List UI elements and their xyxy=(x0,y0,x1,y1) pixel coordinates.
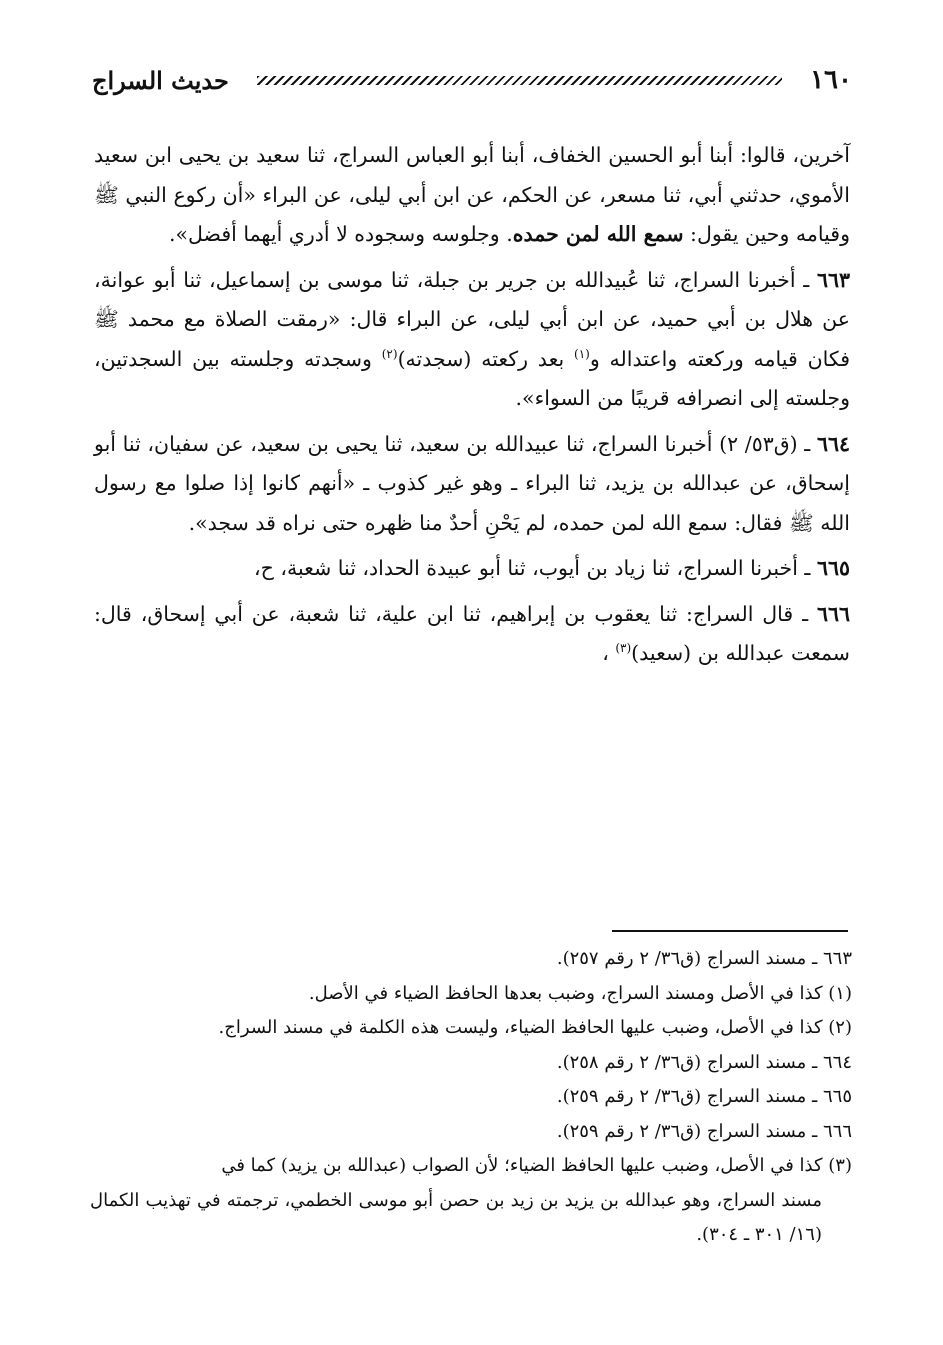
hadith-663 xyxy=(94,261,850,419)
footnote: ٦٦٣ ـ مسند السراج (ق٣٦/ ٢ رقم ٢٥٧). xyxy=(556,948,852,969)
footnotes xyxy=(90,942,852,1253)
footnote-ref: (٣) xyxy=(615,641,632,656)
paragraph-continuation xyxy=(94,136,850,255)
hadith-number: ٦٦٣ xyxy=(816,267,850,292)
paragraph-text: وسجدته وجلسته بين السجدتين، وجلسته إلى انصرافه قريبًا من السواء». xyxy=(94,346,850,410)
paragraph-text: ـ (ق٥٣/ ٢) أخبرنا السراج، ثنا عبيدالله بن سعيد، ثنا يحيى بن سعيد، عن سفيان، ثنا أبو إسحاق، عن عبدالله بن يزيد، ثنا البراء ـ وهو غير كذوب ـ «أنهم كانوا إذا صلوا مع رسول الله ﷺ فقال: سمع الله لمن حمده، لم يَحْنِ أحدٌ منا ظهره حتى نراه قد سجد». xyxy=(94,431,850,535)
footnote: ٦٦٥ ـ مسند السراج (ق٣٦/ ٢ رقم ٢٥٩). xyxy=(556,1086,852,1107)
footnote: (٣) كذا في الأصل، وضبب عليها الحافظ الضياء؛ لأن الصواب (عبدالله بن يزيد) كما في xyxy=(221,1155,852,1176)
paragraph-text: ، xyxy=(602,641,616,665)
bold-phrase: سمع الله لمن حمده xyxy=(512,222,684,246)
footnote: (٢) كذا في الأصل، وضبب عليها الحافظ الضياء، وليست هذه الكلمة في مسند السراج. xyxy=(218,1017,852,1038)
running-title: حديث السراج xyxy=(92,65,229,95)
page-header xyxy=(92,60,852,100)
paragraph-text: ـ قال السراج: ثنا يعقوب بن إبراهيم، ثنا ابن علية، ثنا شعبة، عن أبي إسحاق، قال: سمعت عبدالله بن (سعيد) xyxy=(94,601,850,665)
hadith-number: ٦٦٤ xyxy=(816,431,850,456)
footnote: (١) كذا في الأصل ومسند السراج، وضبب بعدها الحافظ الضياء في الأصل. xyxy=(308,982,852,1004)
paragraph-text: آخرين، قالوا: أبنا أبو الحسين الخفاف، أبنا أبو العباس السراج، ثنا سعيد بن يحيى ابن سعيد الأموي، حدثني أبي، ثنا مسعر، عن الحكم، عن ابن أبي ليلى، عن البراء «أن ركوع النبي ﷺ وقيامه وحين يقول: xyxy=(94,143,850,246)
page-number: ١٦٠ xyxy=(810,65,852,95)
hadith-665 xyxy=(94,549,850,589)
hadith-number: ٦٦٥ xyxy=(816,556,850,580)
footnote-continuation: مسند السراج، وهو عبدالله بن يزيد بن زيد بن حصن أبو موسى الخطمي، ترجمته في تهذيب الكمال (١٦/ ٣٠١ ـ ٣٠٤). xyxy=(90,1189,822,1245)
hadith-666 xyxy=(94,595,850,674)
header-ornament-rule xyxy=(257,76,782,85)
paragraph-text: . وجلوسه وسجوده لا أدري أيهما أفضل». xyxy=(168,222,513,246)
main-text xyxy=(94,136,850,680)
footnote: ٦٦٦ ـ مسند السراج (ق٣٦/ ٢ رقم ٢٥٩). xyxy=(556,1120,852,1142)
footnote-separator xyxy=(612,930,848,932)
footnote: ٦٦٤ ـ مسند السراج (ق٣٦/ ٢ رقم ٢٥٨). xyxy=(556,1051,852,1073)
footnote-ref: (٢) xyxy=(381,346,398,361)
hadith-number: ٦٦٦ xyxy=(816,601,850,626)
paragraph-text: بعد ركعته (سجدته) xyxy=(397,346,574,371)
paragraph-text: ـ أخبرنا السراج، ثنا عُبيدالله بن جرير بن جبلة، ثنا موسى بن إسماعيل، ثنا أبو عوانة، عن هلال بن أبي حميد، عن ابن أبي ليلى، عن البراء قال: «رمقت الصلاة مع محمد ﷺ فكان قيامه وركعته واعتداله و xyxy=(94,267,850,371)
footnote-ref: (١) xyxy=(574,346,590,361)
paragraph-text: ـ أخبرنا السراج، ثنا زياد بن أيوب، ثنا أبو عبيدة الحداد، ثنا شعبة، ح، xyxy=(254,556,817,580)
hadith-664 xyxy=(94,425,850,544)
